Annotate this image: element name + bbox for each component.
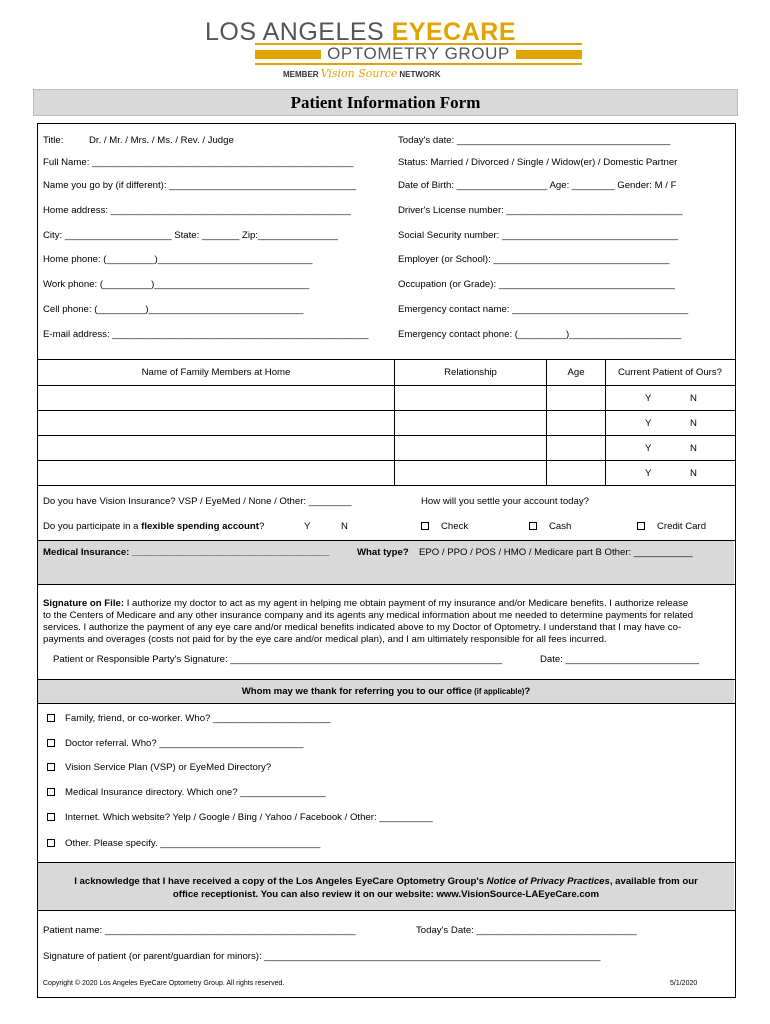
family-row-4-no[interactable]: N [690, 468, 697, 479]
city-state-zip-field[interactable]: City: ____________________ State: _______ Zip:_______________ [43, 230, 339, 241]
patient-name-field[interactable]: Patient name: _______________________________________________ [43, 925, 356, 936]
status-field[interactable]: Status: Married / Divorced / Single / Widow(er) / Domestic Partner [398, 157, 678, 168]
signature-on-file-line-4: payments and overages (costs not paid for by the eye care and/or medical plan), and I am ultimately responsible for all fees incurred. [43, 634, 607, 645]
family-row-2-no[interactable]: N [690, 418, 697, 429]
home-address-field[interactable]: Home address: _____________________________________________ [43, 205, 351, 216]
acknowledgement-line-2: office receptionist. You can also review it on our website: www.VisionSource-LAEyeCare.com [172, 889, 600, 900]
pay-cash-label: Cash [549, 521, 572, 532]
email-field[interactable]: E-mail address: ________________________________________________ [43, 329, 369, 340]
referral-checkbox[interactable] [47, 839, 55, 847]
drivers-license-field[interactable]: Driver's License number: _________________________________ [398, 205, 683, 216]
signature-on-file-line-2: to the Centers of Medicare and any other insurance company and its agents any medical information about me needed to determine payments for related [43, 610, 694, 621]
cash-checkbox[interactable] [529, 522, 537, 530]
signature-on-file-line-1: Signature on File: I authorize my doctor to act as my agent in helping me obtain payment of my insurance and/or Medicare benefits. I authorize release [43, 598, 689, 609]
family-row-3-no[interactable]: N [690, 443, 697, 454]
page-title: Patient Information Form [33, 89, 738, 116]
nickname-field[interactable]: Name you go by (if different): ___________________________________ [43, 180, 356, 191]
fsa-question: Do you participate in a flexible spending account? [43, 521, 265, 532]
referral-heading: Whom may we thank for referring you to our office (if applicable)? [241, 686, 531, 697]
dob-field[interactable]: Date of Birth: _________________ Age: ________ Gender: M / F [398, 180, 677, 191]
copyright: Copyright © 2020 Los Angeles EyeCare Optometry Group. All rights reserved. [43, 980, 285, 987]
emergency-name-field[interactable]: Emergency contact name: _________________________________ [398, 304, 689, 315]
family-header-age: Age [567, 367, 585, 378]
logo-los-angeles: LOS ANGELES [205, 18, 392, 46]
ssn-field[interactable]: Social Security number: _________________________________ [398, 230, 679, 241]
check-checkbox[interactable] [421, 522, 429, 530]
logo-line-2 [255, 43, 582, 65]
referral-checkbox[interactable] [47, 813, 55, 821]
family-row-2-yes[interactable]: Y [645, 418, 652, 429]
home-phone-field[interactable]: Home phone: (_________)_____________________________ [43, 254, 313, 265]
vision-source-logo: Vision Source [320, 67, 398, 80]
settle-account-question: How will you settle your account today? [421, 496, 589, 507]
insurance-types[interactable]: EPO / PPO / POS / HMO / Medicare part B Other: ___________ [419, 547, 693, 558]
title-options[interactable]: Dr. / Mr. / Mrs. / Ms. / Rev. / Judge [89, 135, 234, 146]
family-row-1-no[interactable]: N [690, 393, 697, 404]
family-header-name: Name of Family Members at Home [141, 367, 291, 378]
referral-item-medical[interactable]: Medical Insurance directory. Which one? ________________ [47, 787, 326, 798]
logo-eyecare: EYECARE [391, 18, 517, 46]
family-header-current: Current Patient of Ours? [618, 367, 722, 378]
what-type-label: What type? [357, 547, 409, 558]
family-row-1-yes[interactable]: Y [645, 393, 652, 404]
credit-card-checkbox[interactable] [637, 522, 645, 530]
cell-phone-field[interactable]: Cell phone: (_________)_____________________________ [43, 304, 304, 315]
vision-insurance-question[interactable]: Do you have Vision Insurance? VSP / EyeMed / None / Other: ________ [43, 496, 352, 507]
referral-checkbox[interactable] [47, 739, 55, 747]
referral-checkbox[interactable] [47, 788, 55, 796]
pay-check-label: Check [441, 521, 469, 532]
referral-item-vsp[interactable]: Vision Service Plan (VSP) or EyeMed Directory? [47, 762, 271, 773]
signature-date-field[interactable]: Date: _________________________ [540, 654, 699, 665]
family-row-3-yes[interactable]: Y [645, 443, 652, 454]
logo-line-3: MEMBER Vision Source NETWORK [283, 67, 441, 80]
todays-date-field[interactable]: Today's date: ________________________________________ [398, 135, 671, 146]
referral-item-internet[interactable]: Internet. Which website? Yelp / Google / Bing / Yahoo / Facebook / Other: __________ [47, 812, 433, 823]
medical-insurance-field[interactable]: Medical Insurance: _____________________________________ [43, 547, 330, 558]
employer-field[interactable]: Employer (or School): _________________________________ [398, 254, 670, 265]
fsa-yes[interactable]: Y [304, 521, 311, 532]
responsible-party-signature-field[interactable]: Patient or Responsible Party's Signature: ___________________________________________________ [53, 654, 503, 665]
pay-credit-label: Credit Card [657, 521, 707, 532]
referral-checkbox[interactable] [47, 714, 55, 722]
title-label: Title: [43, 135, 64, 146]
full-name-field[interactable]: Full Name: _________________________________________________ [43, 157, 354, 168]
referral-item-other[interactable]: Other. Please specify. ______________________________ [47, 838, 320, 849]
logo-optometry-group: OPTOMETRY GROUP [327, 44, 510, 63]
family-row-4-yes[interactable]: Y [645, 468, 652, 479]
emergency-phone-field[interactable]: Emergency contact phone: (_________)_____________________ [398, 329, 682, 340]
family-header-relationship: Relationship [444, 367, 497, 378]
fsa-no[interactable]: N [341, 521, 348, 532]
patient-signature-field[interactable]: Signature of patient (or parent/guardian for minors): _______________________________________________________________ [43, 951, 601, 962]
referral-checkbox[interactable] [47, 763, 55, 771]
form-version-date: 5/1/2020 [670, 980, 698, 987]
occupation-field[interactable]: Occupation (or Grade): _________________________________ [398, 279, 675, 290]
referral-item-family[interactable]: Family, friend, or co-worker. Who? ______________________ [47, 713, 330, 724]
signature-on-file-line-3: services. I authorize the payment of any eye care and/or medical benefits indicated above to my Doctor of Optometry. I understand that I may have co- [43, 622, 682, 633]
work-phone-field[interactable]: Work phone: (_________)_____________________________ [43, 279, 310, 290]
referral-item-doctor[interactable]: Doctor referral. Who? ___________________________ [47, 738, 303, 749]
acknowledgement-line-1: I acknowledge that I have received a copy of the Los Angeles EyeCare Optometry Group's Notice of Privacy Practices, available from our [74, 876, 698, 887]
acknowledgement-date-field[interactable]: Today's Date: ______________________________ [416, 925, 637, 936]
